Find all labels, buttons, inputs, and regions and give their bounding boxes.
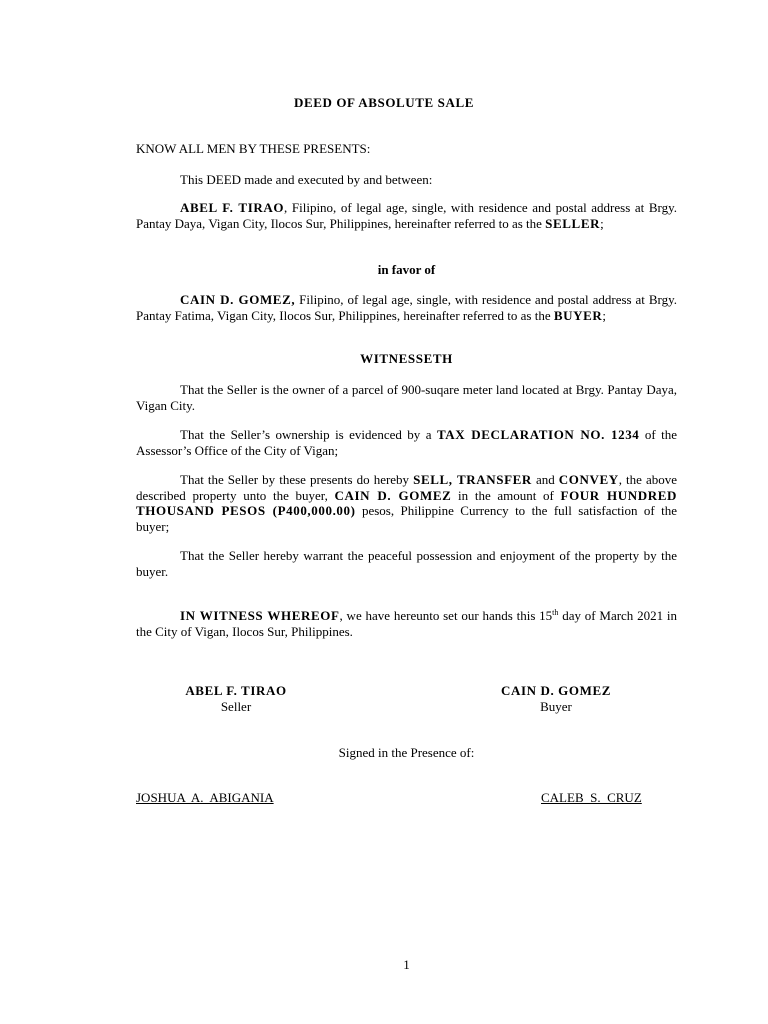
ordinal-suffix: th [552, 608, 559, 617]
buyer-signatory-name: CAIN D. GOMEZ [501, 683, 611, 698]
seller-role: SELLER [545, 215, 601, 231]
buyer-end: ; [602, 307, 606, 323]
seller-text: , Filipino, of legal age, single, with residence and postal address at Brgy. Pantay Daya, Vigan City, Ilocos Sur, Philippines, hereinafter referred to as the [136, 200, 677, 231]
witnesseth-heading: WITNESSETH [360, 351, 453, 366]
convey: CONVEY [558, 472, 619, 487]
in-witness-whereof: IN WITNESS WHEREOF [180, 608, 340, 623]
witness-2-name: CALEB S. CRUZ [541, 790, 642, 805]
witness-1-name: JOSHUA A. ABIGANIA [136, 790, 274, 805]
in-favor-of: in favor of [377, 262, 436, 277]
buyer-paragraph [136, 292, 677, 323]
possession-paragraph: That the Seller hereby warrant the peaceful possession and enjoyment of the property by the buyer. [136, 548, 677, 579]
seller-paragraph [136, 200, 677, 231]
buyer-role: BUYER [553, 307, 603, 323]
buyer-signature-block [446, 683, 666, 715]
signed-in-presence: Signed in the Presence of: [338, 745, 475, 760]
seller-name: ABEL F. TIRAO [180, 200, 285, 215]
sell-transfer: SELL, TRANSFER [413, 472, 532, 487]
para3-text-e: , the above described property unto the buyer, [136, 472, 677, 503]
seller-signature-block [126, 683, 346, 715]
seller-signatory-name: ABEL F. TIRAO [185, 683, 287, 698]
seller-end: ; [600, 215, 604, 231]
para5-text-b: , we have hereunto set our hands this 15 [339, 608, 553, 623]
greeting: KNOW ALL MEN BY THESE PRESENTS: [136, 141, 371, 156]
witness-whereof-paragraph [136, 608, 677, 639]
para3-text-a: That the Seller by these presents do hereby [180, 472, 414, 487]
seller-signatory-role: Seller [220, 699, 252, 714]
tax-declaration-number: TAX DECLARATION NO. 1234 [436, 427, 640, 442]
page-number: 1 [403, 957, 410, 972]
intro-line: This DEED made and executed by and between: [180, 172, 433, 187]
sale-paragraph [136, 472, 677, 534]
tax-declaration-paragraph [136, 427, 677, 458]
buyer-name: CAIN D. GOMEZ, [180, 292, 296, 307]
para3-text-i: pesos, Philippine Currency to the full satisfaction of the buyer; [136, 503, 677, 534]
buyer-text: Filipino, of legal age, single, with residence and postal address at Brgy. Pantay Fatima, Vigan City, Ilocos Sur, Philippines, hereinafter referred to as the [136, 292, 677, 323]
document-title: DEED OF ABSOLUTE SALE [293, 95, 475, 110]
buyer-signatory-role: Buyer [540, 699, 572, 714]
para3-text-c: and [531, 472, 559, 487]
sale-amount: FOUR HUNDRED THOUSAND PESOS (P400,000.00) [136, 487, 677, 518]
para3-text-g: in the amount of [451, 487, 561, 503]
ownership-paragraph: That the Seller is the owner of a parcel of 900-suqare meter land located at Brgy. Pantay Daya, Vigan City. [136, 382, 677, 413]
para2-text-c: of the Assessor’s Office of the City of Vigan; [136, 427, 677, 458]
para2-text-a: That the Seller’s ownership is evidenced by a [180, 427, 437, 442]
buyer-name-inline: CAIN D. GOMEZ [334, 487, 452, 503]
para5-text-c: day of March 2021 in the City of Vigan, Ilocos Sur, Philippines. [136, 608, 678, 639]
